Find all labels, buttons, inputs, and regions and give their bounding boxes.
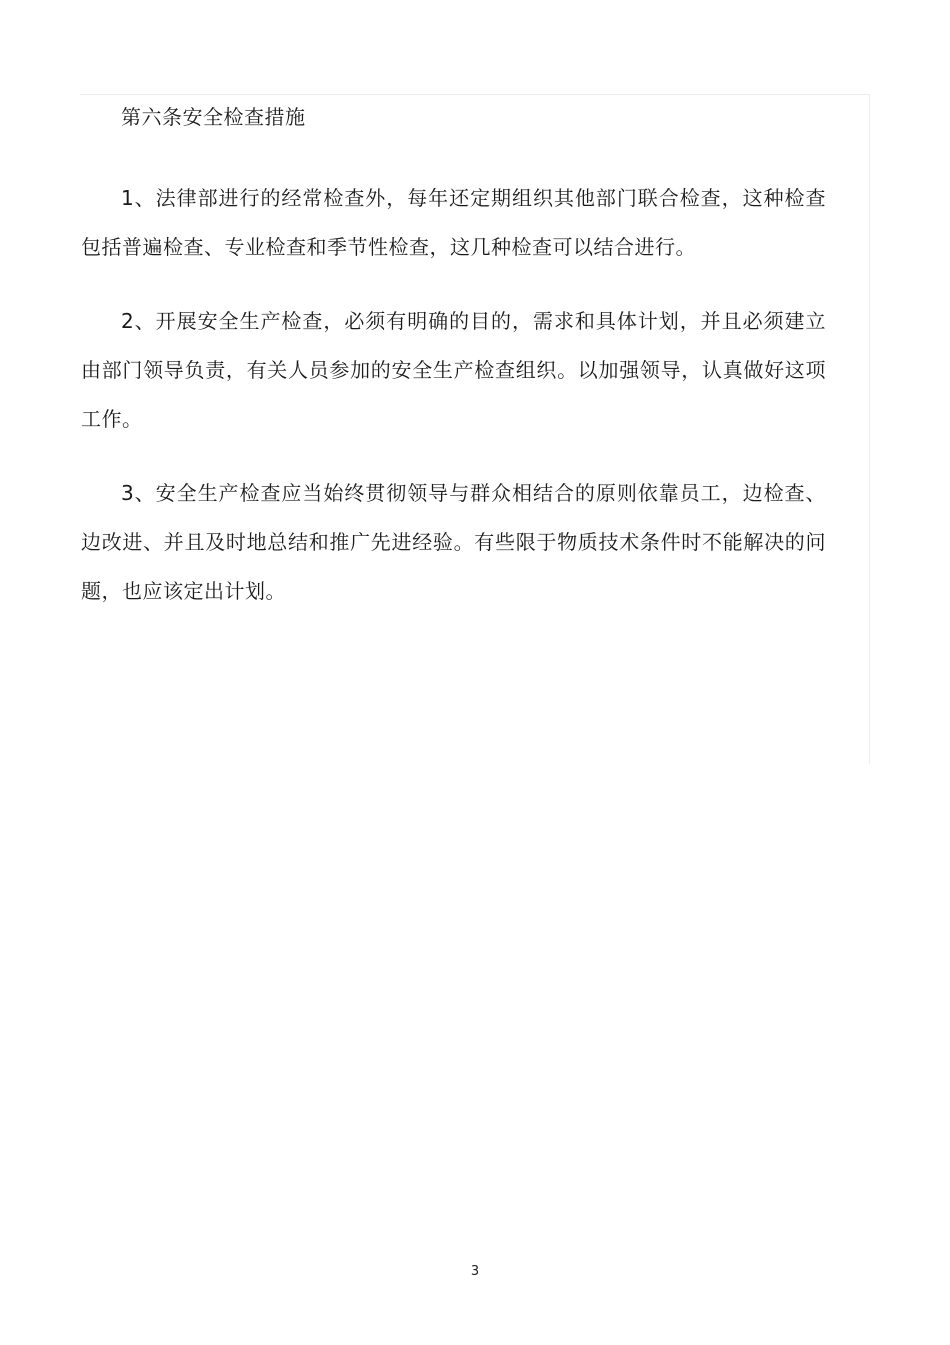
paragraph-3: 3、安全生产检查应当始终贯彻领导与群众相结合的原则依靠员工，边检查、边改进、并且及时地总结和推广先进经验。有些限于物质技术条件时不能解决的问题，也应该定出计划。 <box>81 481 826 603</box>
page-frame-right-border <box>869 94 870 764</box>
paragraph-1: 1、法律部进行的经常检查外，每年还定期组织其他部门联合检查，这种检查包括普遍检查、专业检查和季节性检查，这几种检查可以结合进行。 <box>81 186 826 259</box>
paragraph-2: 2、开展安全生产检查，必须有明确的目的，需求和具体计划，并且必须建立由部门领导负责，有关人员参加的安全生产检查组织。以加强领导，认真做好这项工作。 <box>81 309 826 431</box>
document-body <box>81 100 826 641</box>
section-heading: 第六条安全检查措施 <box>121 105 306 129</box>
page-number: 3 <box>470 1264 480 1279</box>
page-frame-top-border <box>80 94 870 95</box>
